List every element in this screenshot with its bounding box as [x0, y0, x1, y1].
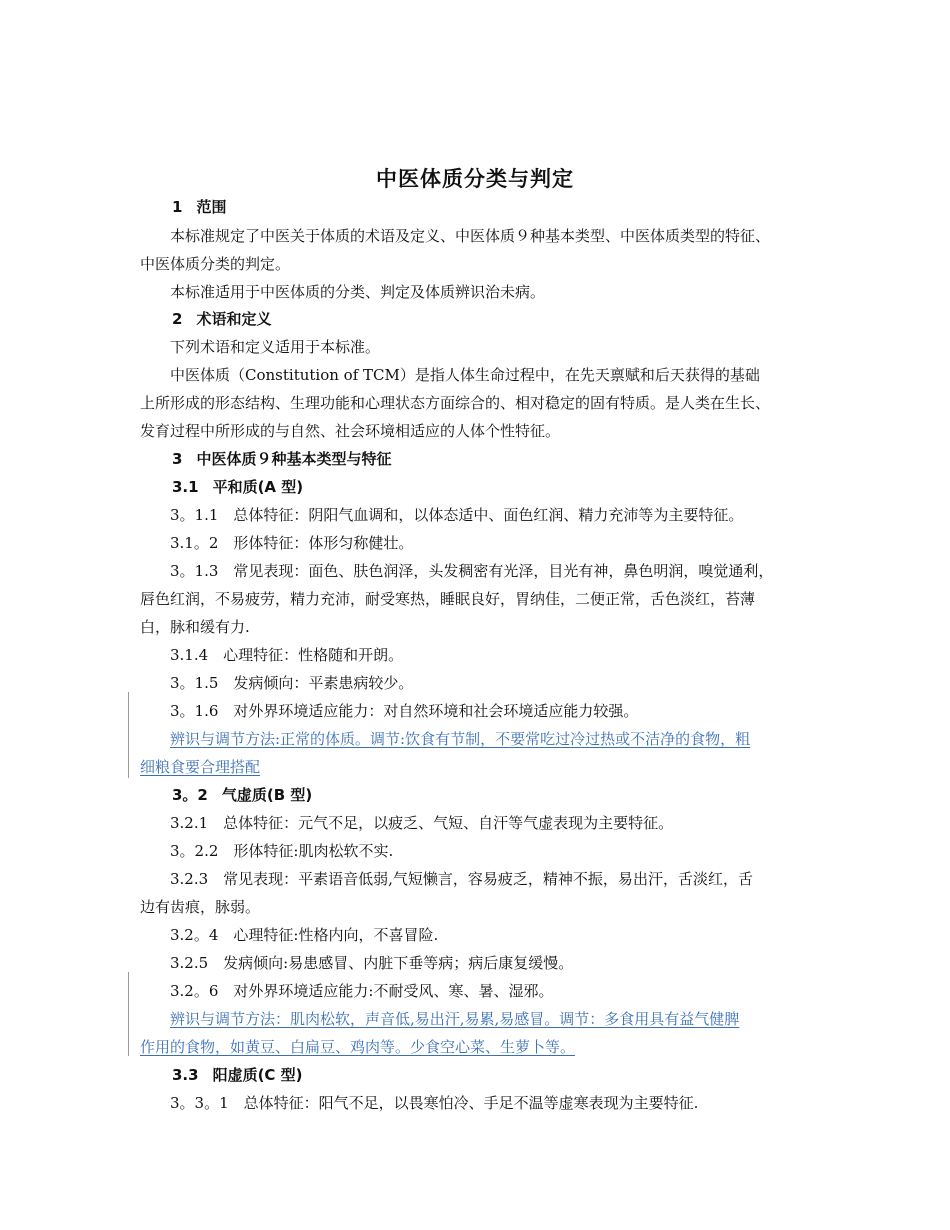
revision-bar [128, 972, 129, 1056]
paragraph-line: 本标准规定了中医关于体质的术语及定义、中医体质９种基本类型、中医体质类型的特征、 [170, 227, 771, 245]
subsection-heading-3-1 [172, 476, 303, 498]
clause-line: 3.2。4 心理特征:性格内向，不喜冒险. [170, 926, 439, 944]
clause-line: 3.1。2 形体特征：体形匀称健壮。 [170, 534, 414, 552]
paragraph-line: 上所形成的形态结构、生理功能和心理状态方面综合的、相对稳定的固有特质。是人类在生长、 [140, 394, 771, 412]
section-number: 2 [172, 310, 183, 328]
section-title: 平和质(A 型) [212, 478, 304, 496]
section-heading-3 [172, 448, 391, 470]
section-number: 3.3 [172, 1066, 199, 1084]
clause-line: 白，脉和缓有力. [140, 618, 250, 636]
clause-line: 边有齿痕，脉弱。 [140, 898, 261, 916]
section-number: 3 [172, 450, 183, 468]
clause-line: 3。3。1 总体特征：阳气不足，以畏寒怕冷、手足不温等虚寒表现为主要特征. [170, 1094, 699, 1112]
section-title: 气虚质(B 型) [221, 786, 313, 804]
paragraph-line: 本标准适用于中医体质的分类、判定及体质辨识治未病。 [170, 283, 546, 301]
section-title: 中医体质９种基本类型与特征 [196, 450, 392, 468]
clause-line: 3.2.1 总体特征：元气不足，以疲乏、气短、自汗等气虚表现为主要特征。 [170, 814, 674, 832]
section-number: 3。2 [172, 786, 208, 804]
document-title: 中医体质分类与判定 [376, 167, 574, 191]
paragraph-line: 发育过程中所形成的与自然、社会环境相适应的人体个性特征。 [140, 422, 561, 440]
clause-line: 3.1.4 心理特征：性格随和开朗。 [170, 646, 404, 664]
section-heading-2 [172, 308, 271, 330]
section-heading-1 [172, 196, 226, 218]
clause-line: 3。1.6 对外界环境适应能力：对自然环境和社会环境适应能力较强。 [170, 702, 639, 720]
hyperlink-line[interactable]: 辨识与调节方法：肌肉松软，声音低,易出汗,易累,易感冒。调节：多食用具有益气健脾 [170, 1010, 740, 1028]
subsection-heading-3-3 [172, 1064, 303, 1086]
subsection-heading-3-2 [172, 784, 312, 806]
section-title: 范围 [196, 198, 227, 216]
clause-line: 3。1.1 总体特征：阴阳气血调和，以体态适中、面色红润、精力充沛等为主要特征。 [170, 506, 744, 524]
clause-line: 3.2.5 发病倾向:易患感冒、内脏下垂等病；病后康复缓慢。 [170, 954, 574, 972]
clause-line: 3。1.3 常见表现：面色、肤色润泽，头发稠密有光泽，目光有神，鼻色明润，嗅觉通利， [170, 562, 774, 580]
clause-line: 唇色红润，不易疲劳，精力充沛，耐受寒热，睡眠良好，胃纳佳，二便正常，舌色淡红，苔薄 [140, 590, 756, 608]
section-title: 阳虚质(C 型) [212, 1066, 303, 1084]
section-title: 术语和定义 [196, 310, 272, 328]
paragraph-line: 下列术语和定义适用于本标准。 [170, 338, 381, 356]
paragraph-line: 中医体质分类的判定。 [140, 255, 291, 273]
clause-line: 3.2.3 常见表现：平素语音低弱,气短懒言，容易疲乏，精神不振，易出汗，舌淡红，舌 [170, 870, 753, 888]
clause-line: 3。1.5 发病倾向：平素患病较少。 [170, 674, 414, 692]
hyperlink-line[interactable]: 辨识与调节方法:正常的体质。调节:饮食有节制，不要常吃过冷过热或不洁净的食物，粗 [170, 730, 751, 748]
section-number: 3.1 [172, 478, 199, 496]
hyperlink-line[interactable]: 作用的食物，如黄豆、白扁豆、鸡肉等。少食空心菜、生萝卜等。 [140, 1038, 576, 1056]
paragraph-line: 中医体质（Constitution of TCM）是指人体生命过程中，在先天禀赋和后天获得的基础 [170, 366, 760, 384]
hyperlink-line[interactable]: 细粮食要合理搭配 [140, 758, 261, 776]
clause-line: 3.2。6 对外界环境适应能力:不耐受风、寒、暑、湿邪。 [170, 982, 554, 1000]
revision-bar [128, 692, 129, 778]
section-number: 1 [172, 198, 183, 216]
clause-line: 3。2.2 形体特征:肌肉松软不实. [170, 842, 394, 860]
